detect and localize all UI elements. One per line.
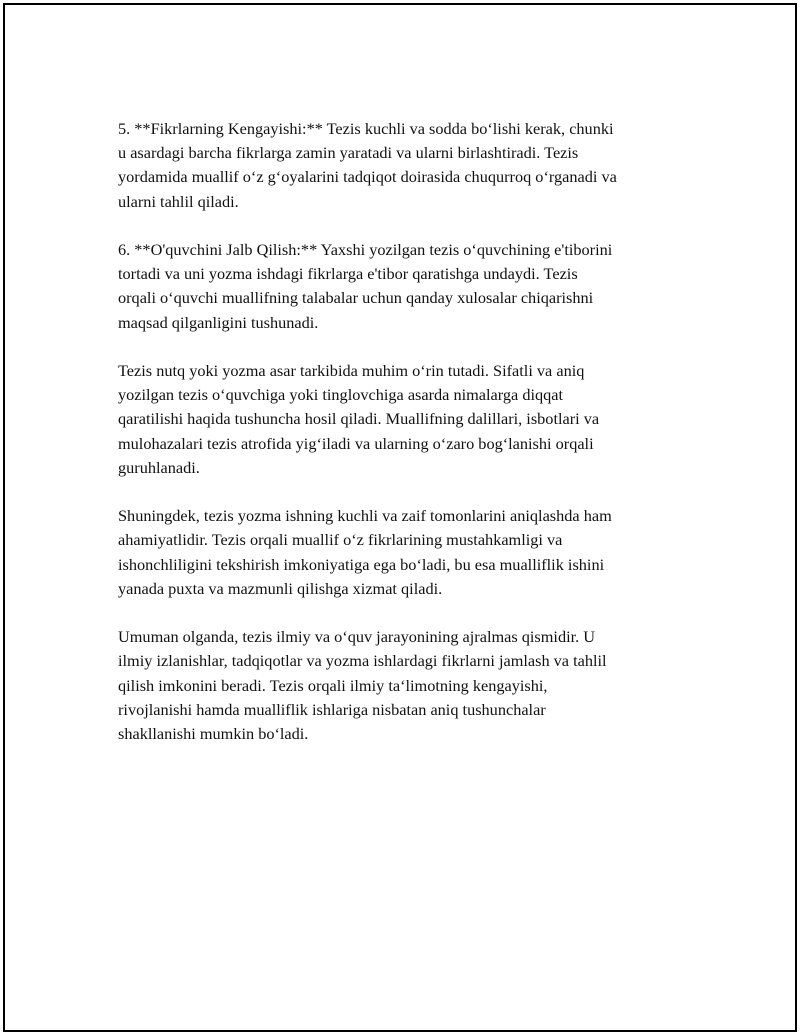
paragraph-tezis-muhim-orin: Tezis nutq yoki yozma asar tarkibida muhim o‘rin tutadi. Sifatli va aniq yozilgan tezis o‘quvchiga yoki tinglovchiga asarda nimalarga diqqat qaratilishi haqida tushuncha hosil qiladi. Muallifning dalillari, isbotlari va mulohazalari tezis atrofida yig‘iladi va ularning o‘zaro bog‘lanishi orqali guruhlanadi. bbox=[118, 361, 600, 477]
paragraph-umuman-olganda: Umuman olganda, tezis ilmiy va o‘quv jarayonining ajralmas qismidir. U ilmiy izlanishlar, tadqiqotlar va yozma ishlardagi fikrlarni jamlash va tahlil qilish imkonini beradi. Tezis orqali ilmiy ta‘limotning kengayishi, rivojlanishi hamda mualliflik ishlariga nisbatan aniq tushunchalar shakllanishi mumkin bo‘ladi. bbox=[118, 627, 607, 744]
paragraph-fikrlarning-kengayishi: 5. **Fikrlarning Kengayishi:** Tezis kuchli va sodda bo‘lishi kerak, chunki u asardagi barcha fikrlarga zamin yaratadi va ularni birlashtiradi. Tezis yordamida muallif o‘z g‘oyalarini tadqiqot doirasida chuqurroq o‘rganadi va ularni tahlil qiladi. bbox=[118, 119, 617, 211]
paragraph-kuchli-zaif-tomonlar: Shuningdek, tezis yozma ishning kuchli va zaif tomonlarini aniqlashda ham ahamiyatlidir. Tezis orqali muallif o‘z fikrlarining mustahkamligi va ishonchliligini tekshirish imkoniyatiga ega bo‘ladi, bu esa mualliflik ishini yanada puxta va mazmunli qilishga xizmat qiladi. bbox=[118, 506, 612, 598]
document-body bbox=[118, 117, 698, 770]
paragraph-oquvchini-jalb-qilish: 6. **O'quvchini Jalb Qilish:** Yaxshi yozilgan tezis o‘quvchining e'tiborini tortadi va uni yozma ishdagi fikrlarga e'tibor qaratishga undaydi. Tezis orqali o‘quvchi muallifning talabalar uchun qanday xulosalar chiqarishni maqsad qilganligini tushunadi. bbox=[118, 240, 613, 332]
